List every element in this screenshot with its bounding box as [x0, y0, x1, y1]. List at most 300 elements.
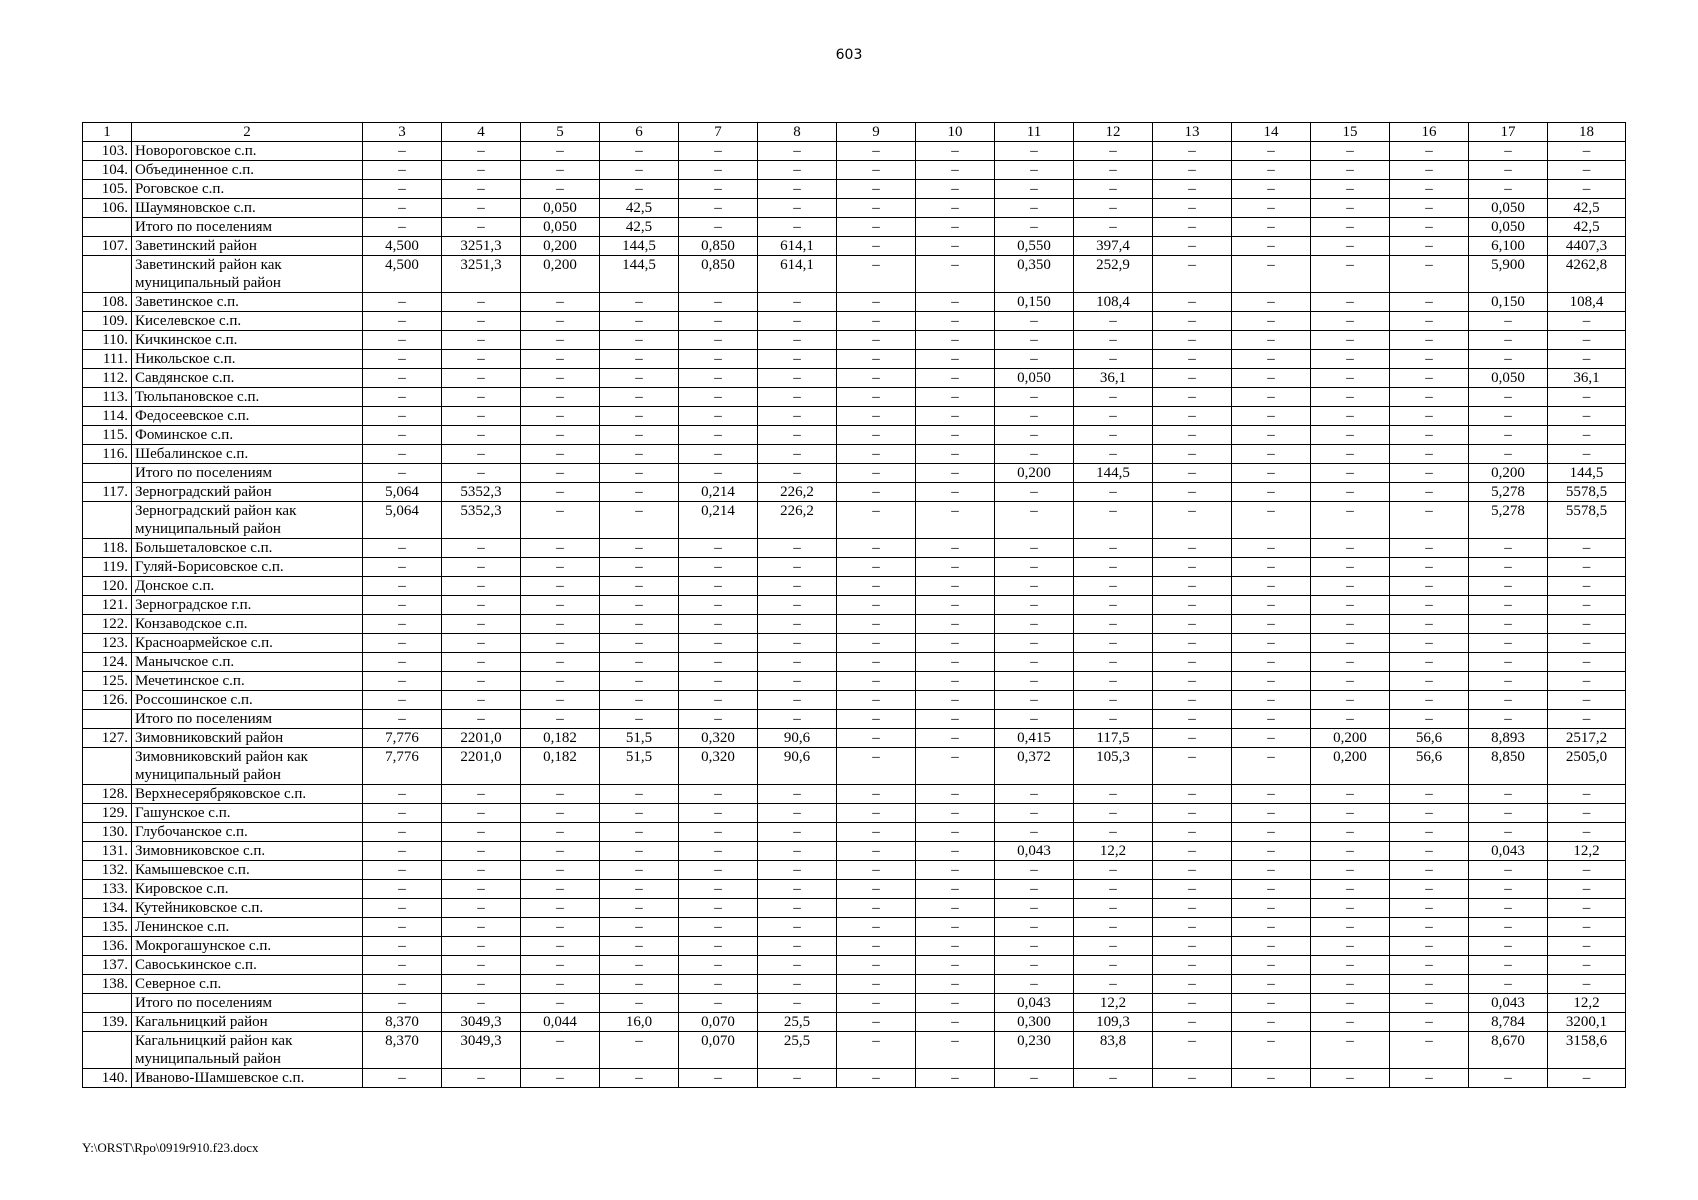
value-cell: – — [995, 823, 1074, 842]
value-cell: – — [1548, 426, 1626, 445]
value-cell: – — [1469, 956, 1548, 975]
value-cell: – — [679, 577, 758, 596]
value-cell: – — [1469, 558, 1548, 577]
value-cell: – — [363, 407, 442, 426]
value-cell: – — [1548, 161, 1626, 180]
value-cell: 0,200 — [995, 464, 1074, 483]
value-cell: – — [521, 502, 600, 539]
row-name: Итого по поселениям — [132, 218, 363, 237]
value-cell: – — [916, 804, 995, 823]
value-cell: – — [916, 331, 995, 350]
row-number: 132. — [83, 861, 132, 880]
value-cell: – — [758, 199, 837, 218]
value-cell: – — [1232, 577, 1311, 596]
value-cell: 226,2 — [758, 483, 837, 502]
value-cell: – — [363, 577, 442, 596]
value-cell: – — [1311, 426, 1390, 445]
value-cell: – — [442, 161, 521, 180]
value-cell: – — [1153, 502, 1232, 539]
row-number — [83, 464, 132, 483]
value-cell: – — [521, 331, 600, 350]
table-row — [83, 804, 1626, 823]
value-cell: 5578,5 — [1548, 502, 1626, 539]
column-header: 3 — [363, 123, 442, 142]
value-cell: – — [995, 785, 1074, 804]
value-cell: 12,2 — [1074, 994, 1153, 1013]
value-cell: – — [679, 558, 758, 577]
column-header: 13 — [1153, 123, 1232, 142]
row-name: Большеталовское с.п. — [132, 539, 363, 558]
column-header: 18 — [1548, 123, 1626, 142]
value-cell: 12,2 — [1548, 994, 1626, 1013]
value-cell: – — [679, 161, 758, 180]
value-cell: – — [995, 483, 1074, 502]
value-cell: – — [995, 161, 1074, 180]
row-name: Объединенное с.п. — [132, 161, 363, 180]
value-cell: – — [363, 804, 442, 823]
value-cell: – — [521, 369, 600, 388]
value-cell: – — [758, 180, 837, 199]
row-name: Шаумяновское с.п. — [132, 199, 363, 218]
value-cell: – — [679, 350, 758, 369]
value-cell: – — [916, 899, 995, 918]
value-cell: – — [916, 956, 995, 975]
table-row — [83, 823, 1626, 842]
row-name: Верхнесерябряковское с.п. — [132, 785, 363, 804]
value-cell: – — [1232, 256, 1311, 293]
value-cell: – — [679, 445, 758, 464]
value-cell: – — [1390, 502, 1469, 539]
value-cell: – — [1548, 691, 1626, 710]
value-cell: – — [916, 729, 995, 748]
value-cell: – — [758, 691, 837, 710]
value-cell: 0,182 — [521, 748, 600, 785]
value-cell: – — [1074, 823, 1153, 842]
value-cell: 108,4 — [1548, 293, 1626, 312]
value-cell: – — [1074, 691, 1153, 710]
value-cell: – — [1232, 615, 1311, 634]
table-row — [83, 180, 1626, 199]
value-cell: – — [995, 937, 1074, 956]
value-cell: – — [1153, 842, 1232, 861]
value-cell: – — [1153, 691, 1232, 710]
value-cell: – — [363, 445, 442, 464]
value-cell: – — [1232, 293, 1311, 312]
value-cell: – — [363, 785, 442, 804]
value-cell: – — [1074, 426, 1153, 445]
value-cell: – — [837, 729, 916, 748]
row-name: Зимовниковский район как муниципальный район — [132, 748, 363, 785]
value-cell: – — [1469, 161, 1548, 180]
value-cell: – — [600, 502, 679, 539]
table-row — [83, 1069, 1626, 1088]
row-name: Савдянское с.п. — [132, 369, 363, 388]
value-cell: – — [363, 369, 442, 388]
value-cell: 614,1 — [758, 256, 837, 293]
value-cell: – — [995, 672, 1074, 691]
value-cell: – — [916, 937, 995, 956]
value-cell: – — [600, 861, 679, 880]
value-cell: 0,150 — [995, 293, 1074, 312]
value-cell: – — [1311, 785, 1390, 804]
value-cell: – — [679, 842, 758, 861]
value-cell: – — [1232, 785, 1311, 804]
value-cell: – — [442, 880, 521, 899]
value-cell: – — [837, 464, 916, 483]
value-cell: – — [837, 369, 916, 388]
column-header: 8 — [758, 123, 837, 142]
value-cell: – — [1153, 918, 1232, 937]
value-cell: – — [837, 502, 916, 539]
value-cell: – — [1074, 483, 1153, 502]
value-cell: – — [1232, 464, 1311, 483]
row-number: 112. — [83, 369, 132, 388]
value-cell: – — [600, 407, 679, 426]
row-number — [83, 218, 132, 237]
value-cell: – — [916, 1069, 995, 1088]
value-cell: – — [1153, 880, 1232, 899]
value-cell: – — [1548, 615, 1626, 634]
value-cell: – — [837, 483, 916, 502]
value-cell: – — [521, 426, 600, 445]
value-cell: – — [521, 653, 600, 672]
value-cell: – — [363, 918, 442, 937]
value-cell: – — [837, 823, 916, 842]
value-cell: 0,070 — [679, 1013, 758, 1032]
value-cell: – — [1469, 142, 1548, 161]
value-cell: – — [916, 237, 995, 256]
value-cell: – — [1153, 142, 1232, 161]
value-cell: – — [1232, 539, 1311, 558]
value-cell: – — [1074, 388, 1153, 407]
table-row — [83, 861, 1626, 880]
value-cell: – — [1548, 975, 1626, 994]
value-cell: – — [1232, 899, 1311, 918]
value-cell: – — [521, 407, 600, 426]
value-cell: – — [1311, 634, 1390, 653]
row-name: Зерноградский район как муниципальный район — [132, 502, 363, 539]
table-row — [83, 634, 1626, 653]
value-cell: – — [1232, 483, 1311, 502]
value-cell: – — [1548, 539, 1626, 558]
value-cell: – — [1153, 804, 1232, 823]
value-cell: 0,200 — [1311, 748, 1390, 785]
value-cell: – — [1390, 994, 1469, 1013]
value-cell: 109,3 — [1074, 1013, 1153, 1032]
value-cell: – — [442, 464, 521, 483]
value-cell: – — [1548, 785, 1626, 804]
row-number: 128. — [83, 785, 132, 804]
value-cell: – — [521, 388, 600, 407]
value-cell: – — [363, 691, 442, 710]
row-name: Фоминское с.п. — [132, 426, 363, 445]
value-cell: – — [837, 388, 916, 407]
row-name: Манычское с.п. — [132, 653, 363, 672]
value-cell: – — [442, 672, 521, 691]
value-cell: 12,2 — [1074, 842, 1153, 861]
value-cell: 2505,0 — [1548, 748, 1626, 785]
value-cell: – — [1153, 237, 1232, 256]
value-cell: – — [1390, 293, 1469, 312]
value-cell: 0,300 — [995, 1013, 1074, 1032]
value-cell: – — [1311, 464, 1390, 483]
row-number — [83, 748, 132, 785]
value-cell: – — [1469, 937, 1548, 956]
value-cell: – — [1469, 861, 1548, 880]
value-cell: – — [1469, 918, 1548, 937]
value-cell: – — [521, 142, 600, 161]
value-cell: – — [1390, 1069, 1469, 1088]
value-cell: 0,320 — [679, 748, 758, 785]
value-cell: – — [758, 880, 837, 899]
table-row — [83, 842, 1626, 861]
row-number: 115. — [83, 426, 132, 445]
value-cell: – — [363, 142, 442, 161]
value-cell: – — [995, 634, 1074, 653]
value-cell: – — [1311, 1069, 1390, 1088]
row-number: 135. — [83, 918, 132, 937]
table-row — [83, 748, 1626, 785]
value-cell: – — [1074, 880, 1153, 899]
value-cell: – — [1311, 350, 1390, 369]
value-cell: – — [1232, 407, 1311, 426]
value-cell: – — [600, 539, 679, 558]
value-cell: – — [1390, 842, 1469, 861]
value-cell: – — [837, 539, 916, 558]
value-cell: 4,500 — [363, 256, 442, 293]
row-number: 111. — [83, 350, 132, 369]
table-row — [83, 539, 1626, 558]
value-cell: 8,784 — [1469, 1013, 1548, 1032]
value-cell: – — [916, 558, 995, 577]
row-name: Итого по поселениям — [132, 710, 363, 729]
row-number: 105. — [83, 180, 132, 199]
value-cell: 0,200 — [1469, 464, 1548, 483]
value-cell: – — [1469, 823, 1548, 842]
value-cell: – — [916, 823, 995, 842]
table-row — [83, 426, 1626, 445]
value-cell: – — [679, 994, 758, 1013]
value-cell: 7,776 — [363, 748, 442, 785]
value-cell: – — [1548, 918, 1626, 937]
value-cell: 0,850 — [679, 237, 758, 256]
value-cell: – — [1390, 369, 1469, 388]
row-number: 108. — [83, 293, 132, 312]
value-cell: – — [758, 975, 837, 994]
value-cell: – — [1311, 256, 1390, 293]
value-cell: – — [995, 653, 1074, 672]
value-cell: – — [758, 804, 837, 823]
value-cell: – — [916, 880, 995, 899]
value-cell: – — [600, 483, 679, 502]
value-cell: – — [837, 899, 916, 918]
value-cell: – — [363, 994, 442, 1013]
row-number: 117. — [83, 483, 132, 502]
value-cell: – — [1390, 1013, 1469, 1032]
value-cell: – — [1548, 596, 1626, 615]
value-cell: – — [995, 388, 1074, 407]
value-cell: – — [1153, 994, 1232, 1013]
value-cell: – — [1390, 237, 1469, 256]
table-row — [83, 445, 1626, 464]
value-cell: – — [1311, 804, 1390, 823]
value-cell: – — [758, 464, 837, 483]
value-cell: – — [1153, 161, 1232, 180]
value-cell: – — [995, 615, 1074, 634]
value-cell: – — [1548, 388, 1626, 407]
value-cell: – — [837, 180, 916, 199]
table-row — [83, 369, 1626, 388]
value-cell: – — [1153, 861, 1232, 880]
table-row — [83, 729, 1626, 748]
value-cell: – — [363, 331, 442, 350]
value-cell: – — [995, 691, 1074, 710]
value-cell: – — [679, 804, 758, 823]
row-number: 114. — [83, 407, 132, 426]
value-cell: – — [995, 596, 1074, 615]
value-cell: – — [995, 577, 1074, 596]
value-cell: – — [1548, 899, 1626, 918]
value-cell: – — [442, 956, 521, 975]
value-cell: – — [1390, 558, 1469, 577]
value-cell: – — [1311, 899, 1390, 918]
value-cell: – — [1232, 842, 1311, 861]
value-cell: – — [521, 710, 600, 729]
value-cell: – — [1074, 1069, 1153, 1088]
value-cell: – — [442, 539, 521, 558]
value-cell: – — [1232, 237, 1311, 256]
value-cell: – — [1153, 975, 1232, 994]
value-cell: – — [1153, 748, 1232, 785]
value-cell: – — [1153, 823, 1232, 842]
value-cell: – — [1390, 180, 1469, 199]
value-cell: – — [679, 369, 758, 388]
value-cell: 5,064 — [363, 483, 442, 502]
column-header: 4 — [442, 123, 521, 142]
value-cell: – — [442, 293, 521, 312]
value-cell: – — [1311, 483, 1390, 502]
row-name: Мокрогашунское с.п. — [132, 937, 363, 956]
value-cell: – — [758, 142, 837, 161]
row-number: 133. — [83, 880, 132, 899]
value-cell: – — [1153, 785, 1232, 804]
value-cell: 0,050 — [1469, 199, 1548, 218]
value-cell: – — [1074, 899, 1153, 918]
value-cell: – — [1469, 577, 1548, 596]
value-cell: – — [1469, 691, 1548, 710]
row-name: Гашунское с.п. — [132, 804, 363, 823]
value-cell: – — [679, 142, 758, 161]
table-row — [83, 1032, 1626, 1069]
value-cell: – — [837, 956, 916, 975]
value-cell: – — [1074, 350, 1153, 369]
value-cell: – — [995, 804, 1074, 823]
value-cell: – — [1232, 312, 1311, 331]
value-cell: – — [758, 161, 837, 180]
value-cell: – — [521, 558, 600, 577]
value-cell: – — [1232, 937, 1311, 956]
value-cell: – — [1390, 199, 1469, 218]
table-row — [83, 596, 1626, 615]
value-cell: – — [1390, 691, 1469, 710]
value-cell: – — [363, 350, 442, 369]
value-cell: – — [442, 653, 521, 672]
value-cell: – — [1469, 634, 1548, 653]
value-cell: – — [995, 975, 1074, 994]
value-cell: – — [1074, 804, 1153, 823]
row-number — [83, 994, 132, 1013]
value-cell: – — [1390, 426, 1469, 445]
value-cell: – — [1548, 445, 1626, 464]
value-cell: – — [679, 312, 758, 331]
row-number: 140. — [83, 1069, 132, 1088]
value-cell: – — [916, 464, 995, 483]
row-name: Красноармейское с.п. — [132, 634, 363, 653]
value-cell: 105,3 — [1074, 748, 1153, 785]
value-cell: – — [1153, 312, 1232, 331]
value-cell: – — [1232, 369, 1311, 388]
table-row — [83, 237, 1626, 256]
value-cell: – — [758, 1069, 837, 1088]
value-cell: – — [995, 1069, 1074, 1088]
value-cell: – — [1153, 199, 1232, 218]
row-number: 120. — [83, 577, 132, 596]
value-cell: – — [1153, 710, 1232, 729]
row-number: 110. — [83, 331, 132, 350]
value-cell: – — [363, 672, 442, 691]
value-cell: – — [916, 994, 995, 1013]
value-cell: 0,200 — [1311, 729, 1390, 748]
value-cell: – — [995, 199, 1074, 218]
value-cell: – — [995, 956, 1074, 975]
value-cell: – — [521, 956, 600, 975]
row-name: Тюльпановское с.п. — [132, 388, 363, 407]
value-cell: – — [1548, 672, 1626, 691]
value-cell: – — [521, 691, 600, 710]
row-number: 137. — [83, 956, 132, 975]
value-cell: 0,850 — [679, 256, 758, 293]
value-cell: – — [363, 634, 442, 653]
value-cell: – — [1469, 426, 1548, 445]
value-cell: – — [758, 369, 837, 388]
value-cell: – — [521, 445, 600, 464]
value-cell: – — [916, 691, 995, 710]
value-cell: 8,850 — [1469, 748, 1548, 785]
value-cell: – — [837, 1013, 916, 1032]
row-name: Никольское с.п. — [132, 350, 363, 369]
value-cell: – — [600, 445, 679, 464]
row-name: Заветинский район как муниципальный район — [132, 256, 363, 293]
value-cell: – — [1232, 199, 1311, 218]
value-cell: 0,043 — [995, 994, 1074, 1013]
value-cell: – — [1390, 615, 1469, 634]
table-row — [83, 785, 1626, 804]
value-cell: – — [1390, 350, 1469, 369]
value-cell: – — [1548, 937, 1626, 956]
column-header: 9 — [837, 123, 916, 142]
value-cell: – — [758, 293, 837, 312]
value-cell: 0,182 — [521, 729, 600, 748]
value-cell: – — [1311, 539, 1390, 558]
value-cell: – — [837, 994, 916, 1013]
value-cell: – — [1074, 672, 1153, 691]
value-cell: – — [363, 558, 442, 577]
value-cell: 8,670 — [1469, 1032, 1548, 1069]
value-cell: – — [679, 464, 758, 483]
table-row — [83, 142, 1626, 161]
value-cell: – — [758, 312, 837, 331]
value-cell: – — [1548, 880, 1626, 899]
